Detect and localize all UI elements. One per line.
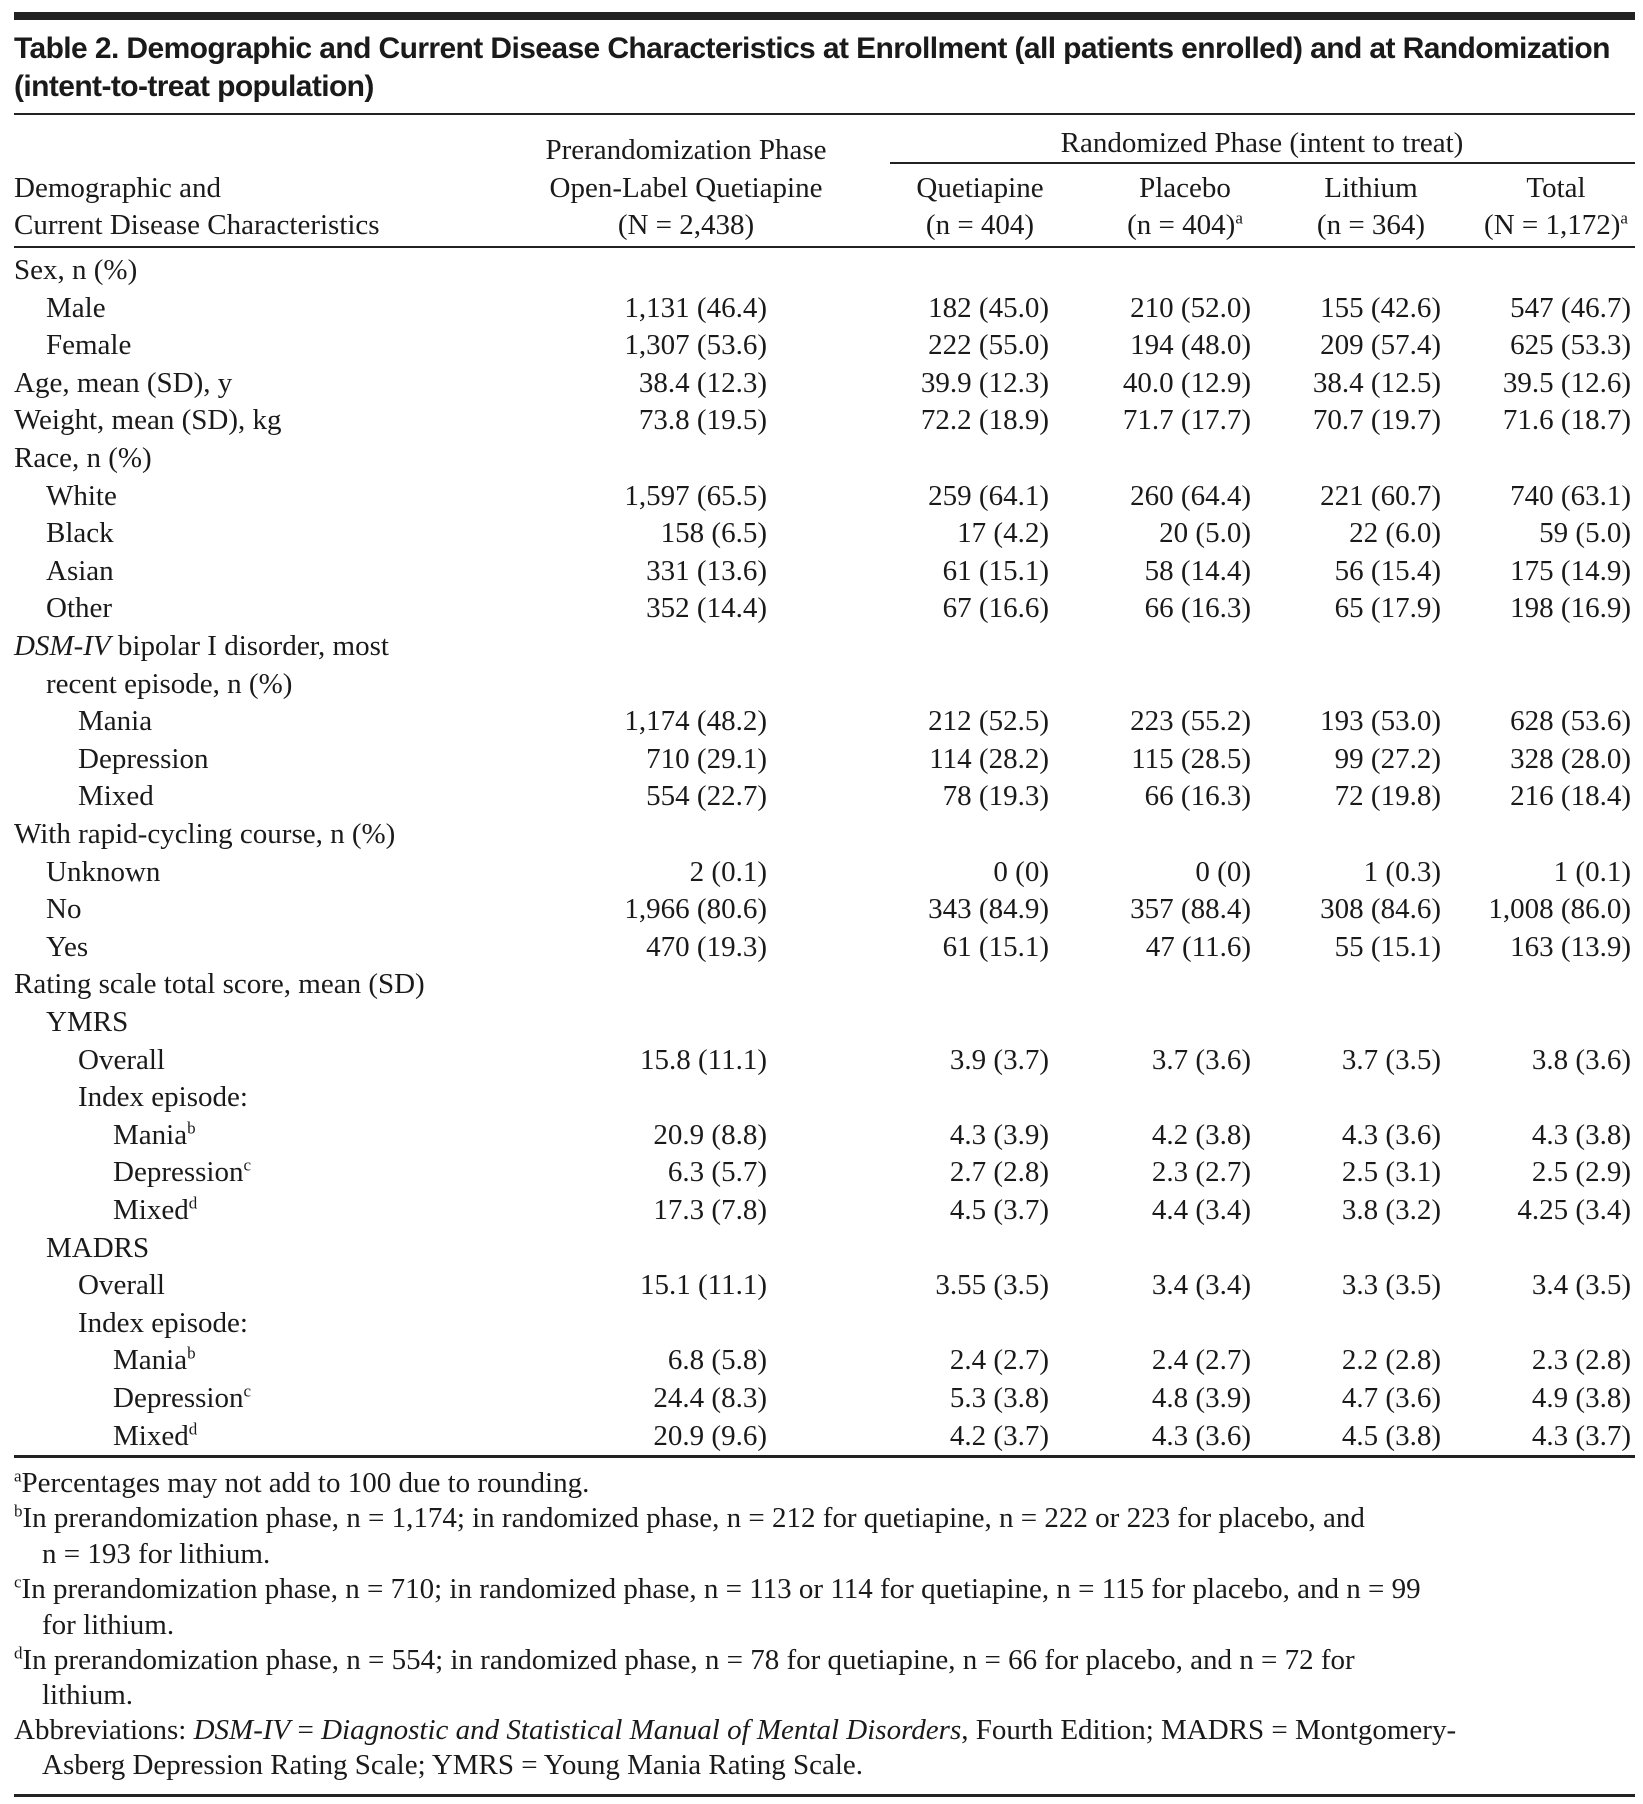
footnote-mark: c	[243, 1155, 252, 1175]
row-label-text: Sex, n (%)	[14, 254, 138, 286]
table-cell: 4.7 (3.6)	[1341, 1382, 1441, 1414]
table-cell: 15.8 (11.1)	[640, 1043, 767, 1076]
footnote-line	[14, 1501, 1365, 1536]
table-cell: 175 (14.9)	[1510, 554, 1631, 587]
row-label	[46, 666, 292, 704]
footnote-mark: d	[188, 1193, 198, 1213]
abbreviations	[14, 1713, 1456, 1784]
table-cell: 24.4 (8.3)	[653, 1382, 767, 1414]
column-n-value: (n = 404)	[1127, 209, 1236, 241]
row-label	[46, 290, 106, 328]
title-rule	[14, 113, 1635, 115]
table-cell: 198 (16.9)	[1510, 592, 1631, 625]
table-row	[0, 1342, 1643, 1380]
row-label-text: YMRS	[46, 1006, 129, 1038]
table-row	[0, 966, 1643, 1004]
table-cell: 4.3 (3.8)	[1531, 1118, 1631, 1151]
row-label	[46, 1004, 128, 1042]
table-cell: 40.0 (12.9)	[1122, 366, 1251, 399]
table-cell: 70.7 (19.7)	[1312, 404, 1441, 437]
table-cell: 4.8 (3.9)	[1151, 1382, 1251, 1414]
table-cell: 4.5 (3.8)	[1341, 1419, 1441, 1452]
row-label	[78, 741, 208, 779]
table-cell: 2.5 (3.1)	[1341, 1156, 1441, 1189]
bottom-double-rule	[14, 1794, 1635, 1797]
row-label	[14, 252, 137, 290]
footnote-mark: a	[14, 1466, 22, 1486]
table-cell: 5.3 (3.8)	[949, 1382, 1049, 1414]
row-label	[113, 1154, 251, 1192]
table-cell: 1 (0.1)	[1553, 855, 1631, 888]
abbr-term: DSM-IV	[193, 1714, 291, 1746]
prerand-header-2: Open-Label Quetiapine	[549, 172, 823, 204]
table-cell: 2.3 (2.7)	[1151, 1156, 1251, 1189]
row-label	[78, 703, 152, 741]
row-label-text: Female	[46, 329, 132, 362]
table-cell: 2.7 (2.8)	[949, 1156, 1049, 1189]
footnote-mark: b	[187, 1343, 196, 1363]
table-row	[0, 891, 1643, 929]
table-row	[0, 628, 1643, 666]
row-label-text: No	[46, 893, 82, 926]
table-cell: 61 (15.1)	[942, 930, 1049, 963]
table-cell: 210 (52.0)	[1130, 291, 1251, 324]
table-row	[0, 553, 1643, 591]
table-cell: 1,966 (80.6)	[624, 893, 767, 926]
table-cell: 260 (64.4)	[1130, 479, 1251, 512]
table-cell: 182 (45.0)	[928, 291, 1049, 324]
table-cell: 47 (11.6)	[1145, 930, 1251, 963]
table-row	[0, 1418, 1643, 1456]
table-row	[0, 778, 1643, 816]
table-cell: 66 (16.3)	[1144, 592, 1251, 625]
footnote	[14, 1501, 1365, 1572]
table-cell: 223 (55.2)	[1130, 705, 1251, 738]
row-label	[46, 590, 112, 628]
table-cell: 22 (6.0)	[1349, 517, 1441, 550]
table-cell: 20.9 (9.6)	[653, 1419, 767, 1452]
table-cell: 212 (52.5)	[928, 705, 1049, 738]
table-cell: 1,008 (86.0)	[1488, 893, 1631, 926]
row-label-text: With rapid-cycling course, n (%)	[14, 818, 396, 850]
table-cell: 4.3 (3.6)	[1151, 1419, 1251, 1452]
table-cell: 3.9 (3.7)	[949, 1043, 1049, 1076]
table-cell: 2.3 (2.8)	[1531, 1344, 1631, 1377]
table-cell: 3.8 (3.2)	[1341, 1194, 1441, 1226]
table-cell: 328 (28.0)	[1510, 742, 1631, 775]
table-cell: 4.5 (3.7)	[949, 1194, 1049, 1226]
footnote-line	[14, 1608, 1421, 1643]
table-cell: 352 (14.4)	[646, 592, 767, 625]
footnote-text: Percentages may not add to 100 due to rounding.	[21, 1467, 590, 1499]
table-cell: 3.4 (3.5)	[1531, 1269, 1631, 1302]
row-label-text: Mixed	[113, 1419, 189, 1452]
table-row	[0, 1267, 1643, 1305]
table-row	[0, 929, 1643, 967]
row-label	[78, 778, 154, 816]
table-cell: 1,307 (53.6)	[624, 329, 767, 362]
row-label-text: Mixed	[78, 780, 154, 813]
row-label	[14, 628, 389, 666]
table-cell: 71.6 (18.7)	[1502, 404, 1631, 437]
table-cell: 710 (29.1)	[646, 742, 767, 775]
footnote-text: In prerandomization phase, n = 1,174; in randomized phase, n = 212 for quetiapine, n = 222 or 223 for placebo, and	[22, 1502, 1365, 1535]
table-cell: 4.3 (3.9)	[949, 1118, 1049, 1151]
row-label-text: Rating scale total score, mean (SD)	[14, 968, 425, 1001]
footnote-text: for lithium.	[42, 1608, 175, 1641]
row-label	[46, 1230, 149, 1268]
footnote	[14, 1572, 1421, 1643]
table-row	[0, 515, 1643, 553]
table-cell: 3.7 (3.5)	[1341, 1043, 1441, 1076]
footnote-text: In prerandomization phase, n = 554; in randomized phase, n = 78 for quetiapine, n = 66 for placebo, and n = 72 for	[22, 1644, 1355, 1676]
footnote-line	[14, 1678, 1355, 1713]
footnote-mark: d	[14, 1643, 23, 1663]
table-cell: 155 (42.6)	[1320, 291, 1441, 324]
table-cell: 1,174 (48.2)	[624, 705, 767, 738]
table-row	[0, 478, 1643, 516]
table-cell: 158 (6.5)	[660, 517, 767, 550]
table-cell: 4.9 (3.8)	[1531, 1382, 1631, 1414]
table-cell: 59 (5.0)	[1539, 517, 1631, 550]
table-cell: 4.25 (3.4)	[1517, 1194, 1631, 1226]
table-cell: 38.4 (12.5)	[1312, 366, 1441, 399]
table-cell: 357 (88.4)	[1130, 893, 1251, 926]
table-cell: 1,597 (65.5)	[624, 479, 767, 512]
column-n-value: (n = 364)	[1316, 209, 1426, 241]
table-cell: 0 (0)	[993, 855, 1049, 888]
table-cell: 39.9 (12.3)	[920, 366, 1049, 399]
table-cell: 15.1 (11.1)	[640, 1269, 767, 1302]
table-cell: 222 (55.0)	[928, 329, 1049, 362]
row-label	[46, 854, 160, 892]
table-row	[0, 590, 1643, 628]
table-cell: 4.2 (3.8)	[1151, 1118, 1251, 1151]
row-label-text: Male	[46, 291, 106, 324]
row-label	[46, 929, 88, 967]
row-label	[14, 365, 232, 403]
row-label-text: Mixed	[113, 1194, 189, 1226]
table-cell: 1 (0.3)	[1363, 855, 1441, 888]
table-cell: 99 (27.2)	[1334, 742, 1441, 775]
row-label	[113, 1117, 196, 1155]
header-rule	[14, 246, 1635, 248]
column-header-name: Total	[1526, 172, 1586, 204]
footnote-line	[14, 1572, 1421, 1607]
footnote-mark: d	[188, 1418, 198, 1438]
table-row	[0, 1192, 1643, 1230]
randomized-span-rule	[890, 162, 1635, 164]
row-label	[78, 1042, 165, 1080]
table-row	[0, 1230, 1643, 1268]
row-label-text: Overall	[78, 1043, 165, 1076]
table-cell: 193 (53.0)	[1320, 705, 1441, 738]
row-label-header-2: Current Disease Characteristics	[14, 209, 380, 241]
table-cell: 114 (28.2)	[929, 742, 1049, 775]
row-label	[46, 327, 131, 365]
table-cell: 61 (15.1)	[942, 554, 1049, 587]
abbr-rest: , Fourth Edition; MADRS = Montgomery-	[961, 1714, 1457, 1746]
column-n-value: (n = 404)	[925, 209, 1035, 241]
footnote-text: In prerandomization phase, n = 710; in randomized phase, n = 113 or 114 for quetiapine, n = 115 for placebo, and n = 99	[21, 1573, 1421, 1606]
row-label-text: Index episode:	[78, 1081, 248, 1114]
row-label-text: bipolar I disorder, most	[110, 630, 389, 662]
table-row	[0, 290, 1643, 328]
row-label-text: Weight, mean (SD), kg	[14, 404, 282, 437]
footnote-mark: b	[187, 1118, 196, 1138]
footnote-mark: a	[1235, 208, 1243, 228]
row-label	[78, 1305, 248, 1343]
row-label-header-1: Demographic and	[14, 172, 221, 204]
table-cell: 78 (19.3)	[942, 780, 1049, 813]
table-cell: 625 (53.3)	[1510, 329, 1631, 362]
table-cell: 72.2 (18.9)	[920, 404, 1049, 437]
row-label-text: Mania	[78, 705, 153, 738]
footnote-mark: c	[243, 1381, 252, 1401]
table-cell: 65 (17.9)	[1334, 592, 1441, 625]
table-cell: 0 (0)	[1195, 855, 1251, 888]
table-cell: 58 (14.4)	[1144, 554, 1251, 587]
column-header-n	[1317, 210, 1425, 240]
table-row	[0, 1380, 1643, 1418]
column-n-value: (N = 1,172)	[1484, 209, 1621, 241]
row-label-text: Yes	[46, 930, 89, 963]
row-label-text: Age, mean (SD), y	[14, 366, 233, 399]
table-cell: 115 (28.5)	[1131, 742, 1251, 775]
row-label	[46, 515, 114, 553]
table-cell: 216 (18.4)	[1510, 780, 1631, 813]
row-label-text: Depression	[78, 742, 209, 775]
table-cell: 209 (57.4)	[1320, 329, 1441, 362]
table-cell: 221 (60.7)	[1320, 479, 1441, 512]
table-row	[0, 440, 1643, 478]
table-cell: 2.4 (2.7)	[1151, 1344, 1251, 1377]
table-row	[0, 327, 1643, 365]
table-cell: 2.4 (2.7)	[949, 1344, 1049, 1377]
row-label	[14, 402, 281, 440]
table-cell: 3.3 (3.5)	[1341, 1269, 1441, 1302]
table-row	[0, 1305, 1643, 1343]
abbr-prefix: Abbreviations:	[14, 1714, 194, 1746]
table-cell: 66 (16.3)	[1144, 780, 1251, 813]
table-row	[0, 816, 1643, 854]
table-row	[0, 703, 1643, 741]
table-cell: 308 (84.6)	[1320, 893, 1441, 926]
footnote	[14, 1466, 589, 1501]
table-cell: 17 (4.2)	[957, 517, 1049, 550]
table-cell: 56 (15.4)	[1334, 554, 1441, 587]
row-label	[14, 440, 152, 478]
row-label	[113, 1192, 197, 1230]
column-header-n	[926, 210, 1034, 240]
table-row	[0, 365, 1643, 403]
footnote-line	[14, 1537, 1365, 1572]
table-cell: 3.8 (3.6)	[1531, 1043, 1631, 1076]
row-label-text: White	[46, 479, 117, 512]
row-label	[113, 1380, 251, 1418]
column-header-name: Placebo	[1139, 172, 1231, 204]
row-label-text: Other	[46, 592, 113, 625]
table-cell: 6.3 (5.7)	[667, 1156, 767, 1189]
column-header-n	[1127, 210, 1243, 240]
top-thick-rule	[14, 12, 1635, 20]
row-label-text: Mania	[113, 1118, 188, 1151]
column-header-name: Quetiapine	[916, 172, 1044, 204]
row-label-text: Unknown	[46, 855, 161, 888]
table-cell: 55 (15.1)	[1334, 930, 1441, 963]
prerand-header-1: Prerandomization Phase	[545, 134, 827, 166]
table-cell: 547 (46.7)	[1510, 291, 1631, 324]
table-cell: 1,131 (46.4)	[624, 291, 767, 324]
randomized-phase-header: Randomized Phase (intent to treat)	[1060, 127, 1464, 159]
column-header-n	[1484, 210, 1628, 240]
table-row	[0, 854, 1643, 892]
row-label	[78, 1079, 248, 1117]
row-label	[14, 816, 395, 854]
abbr-line2: Asberg Depression Rating Scale; YMRS = Young Mania Rating Scale.	[42, 1749, 864, 1782]
prerand-n: (N = 2,438)	[617, 209, 755, 241]
row-label	[113, 1342, 196, 1380]
table-cell: 73.8 (19.5)	[638, 404, 767, 437]
row-label	[46, 891, 81, 929]
table-row	[0, 1042, 1643, 1080]
table-cell: 20 (5.0)	[1159, 517, 1251, 550]
table-row	[0, 741, 1643, 779]
row-label	[14, 966, 425, 1004]
table-cell: 2 (0.1)	[689, 855, 767, 888]
row-label-text: Index episode:	[78, 1306, 248, 1339]
footnote-mark: c	[14, 1572, 22, 1592]
row-label-text: recent episode, n (%)	[46, 667, 293, 700]
table-cell: 3.4 (3.4)	[1151, 1269, 1251, 1302]
row-label-text: Overall	[78, 1269, 165, 1302]
footnote-text: n = 193 for lithium.	[42, 1537, 271, 1570]
table-cell: 2.2 (2.8)	[1341, 1344, 1441, 1377]
row-label	[113, 1418, 197, 1456]
table-title: Table 2. Demographic and Current Disease Characteristics at Enrollment (all patients enrolled) and at Randomization (intent-to-treat population)	[14, 32, 1610, 103]
table-row	[0, 1154, 1643, 1192]
table-cell: 194 (48.0)	[1130, 329, 1251, 362]
table-cell: 71.7 (17.7)	[1122, 404, 1251, 437]
row-label-text: Black	[46, 517, 114, 550]
table-row	[0, 1079, 1643, 1117]
table-cell: 6.8 (5.8)	[667, 1344, 767, 1377]
table-row	[0, 402, 1643, 440]
footnote	[14, 1643, 1355, 1714]
table-row	[0, 666, 1643, 704]
row-label	[46, 553, 114, 591]
table-cell: 259 (64.1)	[928, 479, 1049, 512]
row-label-text: Depression	[113, 1156, 244, 1189]
table-row	[0, 1004, 1643, 1042]
table-row	[0, 1117, 1643, 1155]
table-cell: 343 (84.9)	[928, 893, 1049, 926]
table-cell: 628 (53.6)	[1510, 705, 1631, 738]
table-cell: 331 (13.6)	[646, 554, 767, 587]
row-label	[46, 478, 117, 516]
row-label-text: Mania	[113, 1344, 188, 1377]
table-row	[0, 252, 1643, 290]
table-cell: 554 (22.7)	[646, 780, 767, 813]
abbr-def: Diagnostic and Statistical Manual of Mental Disorders	[321, 1714, 962, 1746]
row-label-italic: DSM-IV	[14, 630, 111, 662]
table-cell: 740 (63.1)	[1510, 479, 1631, 512]
table-cell: 39.5 (12.6)	[1502, 366, 1631, 399]
footnote-line	[14, 1643, 1355, 1678]
row-label-text: Race, n (%)	[14, 442, 152, 474]
row-label-text: Depression	[113, 1382, 244, 1414]
footnote-mark: b	[14, 1501, 23, 1521]
abbr-eq: =	[290, 1714, 322, 1746]
table-cell: 3.55 (3.5)	[935, 1269, 1049, 1302]
footnote-line	[14, 1466, 589, 1501]
table-cell: 4.4 (3.4)	[1151, 1194, 1251, 1226]
table-cell: 2.5 (2.9)	[1531, 1156, 1631, 1189]
table-cell: 163 (13.9)	[1510, 930, 1631, 963]
table-cell: 4.3 (3.6)	[1341, 1118, 1441, 1151]
table-cell: 67 (16.6)	[942, 592, 1049, 625]
table-cell: 20.9 (8.8)	[653, 1118, 767, 1151]
column-header-name: Lithium	[1324, 172, 1418, 204]
table-cell: 17.3 (7.8)	[653, 1194, 767, 1226]
footnote-text: lithium.	[42, 1679, 134, 1712]
footnote-mark: a	[1620, 208, 1628, 228]
row-label-text: MADRS	[46, 1231, 150, 1264]
table-cell: 4.2 (3.7)	[949, 1419, 1049, 1452]
table-cell: 3.7 (3.6)	[1151, 1043, 1251, 1076]
table-cell: 38.4 (12.3)	[638, 366, 767, 399]
table-cell: 470 (19.3)	[646, 930, 767, 963]
table-cell: 72 (19.8)	[1334, 780, 1441, 813]
table-bottom-rule	[14, 1455, 1635, 1458]
row-label	[78, 1267, 165, 1305]
table-cell: 4.3 (3.7)	[1531, 1419, 1631, 1452]
row-label-text: Asian	[46, 554, 114, 587]
